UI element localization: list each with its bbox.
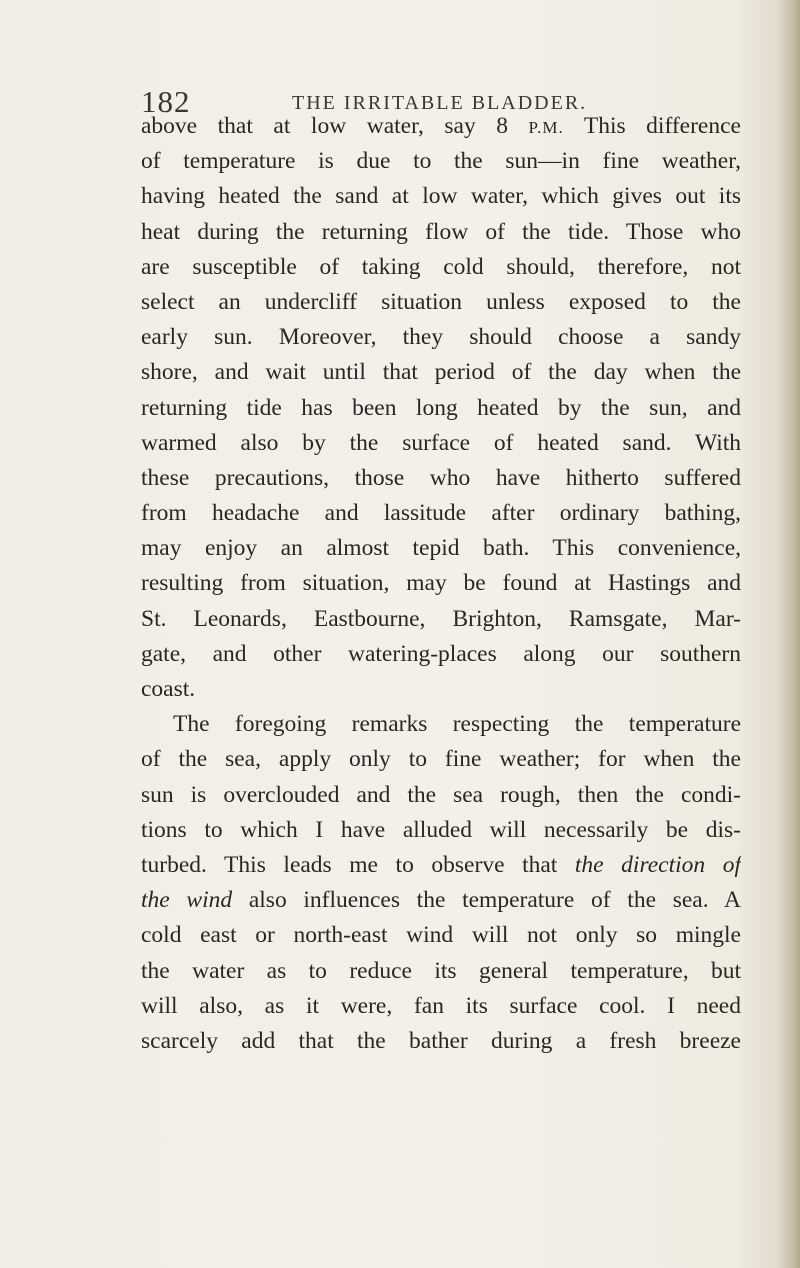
text-line: these precautions, those who have hitherto suffered [141,464,741,491]
text-line: will also, as it were, fan its surface cool. I need [141,992,741,1019]
text-line: of temperature is due to the sun—in fine weather, [141,148,741,175]
text-line: St. Leonards, Eastbourne, Brighton, Ramsgate, Mar- [141,605,741,632]
text-line: the wind also influences the temperature of the sea. A [141,887,741,914]
text-line: the water as to reduce its general temperature, but [141,957,741,984]
text-line: tions to which I have alluded will necessarily be dis- [141,816,741,843]
text-line: early sun. Moreover, they should choose a sandy [141,324,741,351]
text-line: of the sea, apply only to fine weather; for when the [141,746,741,773]
running-title: THE IRRITABLE BLADDER. [292,92,588,114]
page-number: 182 [141,84,191,119]
text-line: from headache and lassitude after ordinary bathing, [141,500,741,527]
text-line: shore, and wait until that period of the day when the [141,359,741,386]
text-line: cold east or north-east wind will not only so mingle [141,922,741,949]
italic-phrase: the direction of [574,851,741,878]
text-line: returning tide has been long heated by the sun, and [141,394,741,421]
text-line: select an undercliff situation unless exposed to the [141,288,741,315]
text-line: warmed also by the surface of heated sand. With [141,429,741,456]
text-line: resulting from situation, may be found at Hastings and [141,570,741,597]
text-line: may enjoy an almost tepid bath. This convenience, [141,535,741,562]
text-line-paragraph-start: The foregoing remarks respecting the temperature [173,711,741,738]
text-line-paragraph-end: coast. [141,676,196,702]
text-line: having heated the sand at low water, which gives out its [141,183,741,210]
body-text [141,109,741,1059]
italic-phrase: the wind [141,887,233,914]
text-line: above that at low water, say 8 P.M. This difference [141,113,741,139]
text-line: are susceptible of taking cold should, therefore, not [141,253,741,280]
text-line: sun is overclouded and the sea rough, then the condi- [141,781,741,808]
text-line: gate, and other watering-places along our southern [141,640,741,667]
text-line: turbed. This leads me to observe that the direction of [141,851,741,878]
text-line: heat during the returning flow of the tide. Those who [141,218,741,245]
page-edge-shadow [778,0,800,1268]
text-line: scarcely add that the bather during a fresh breeze [141,1027,741,1054]
